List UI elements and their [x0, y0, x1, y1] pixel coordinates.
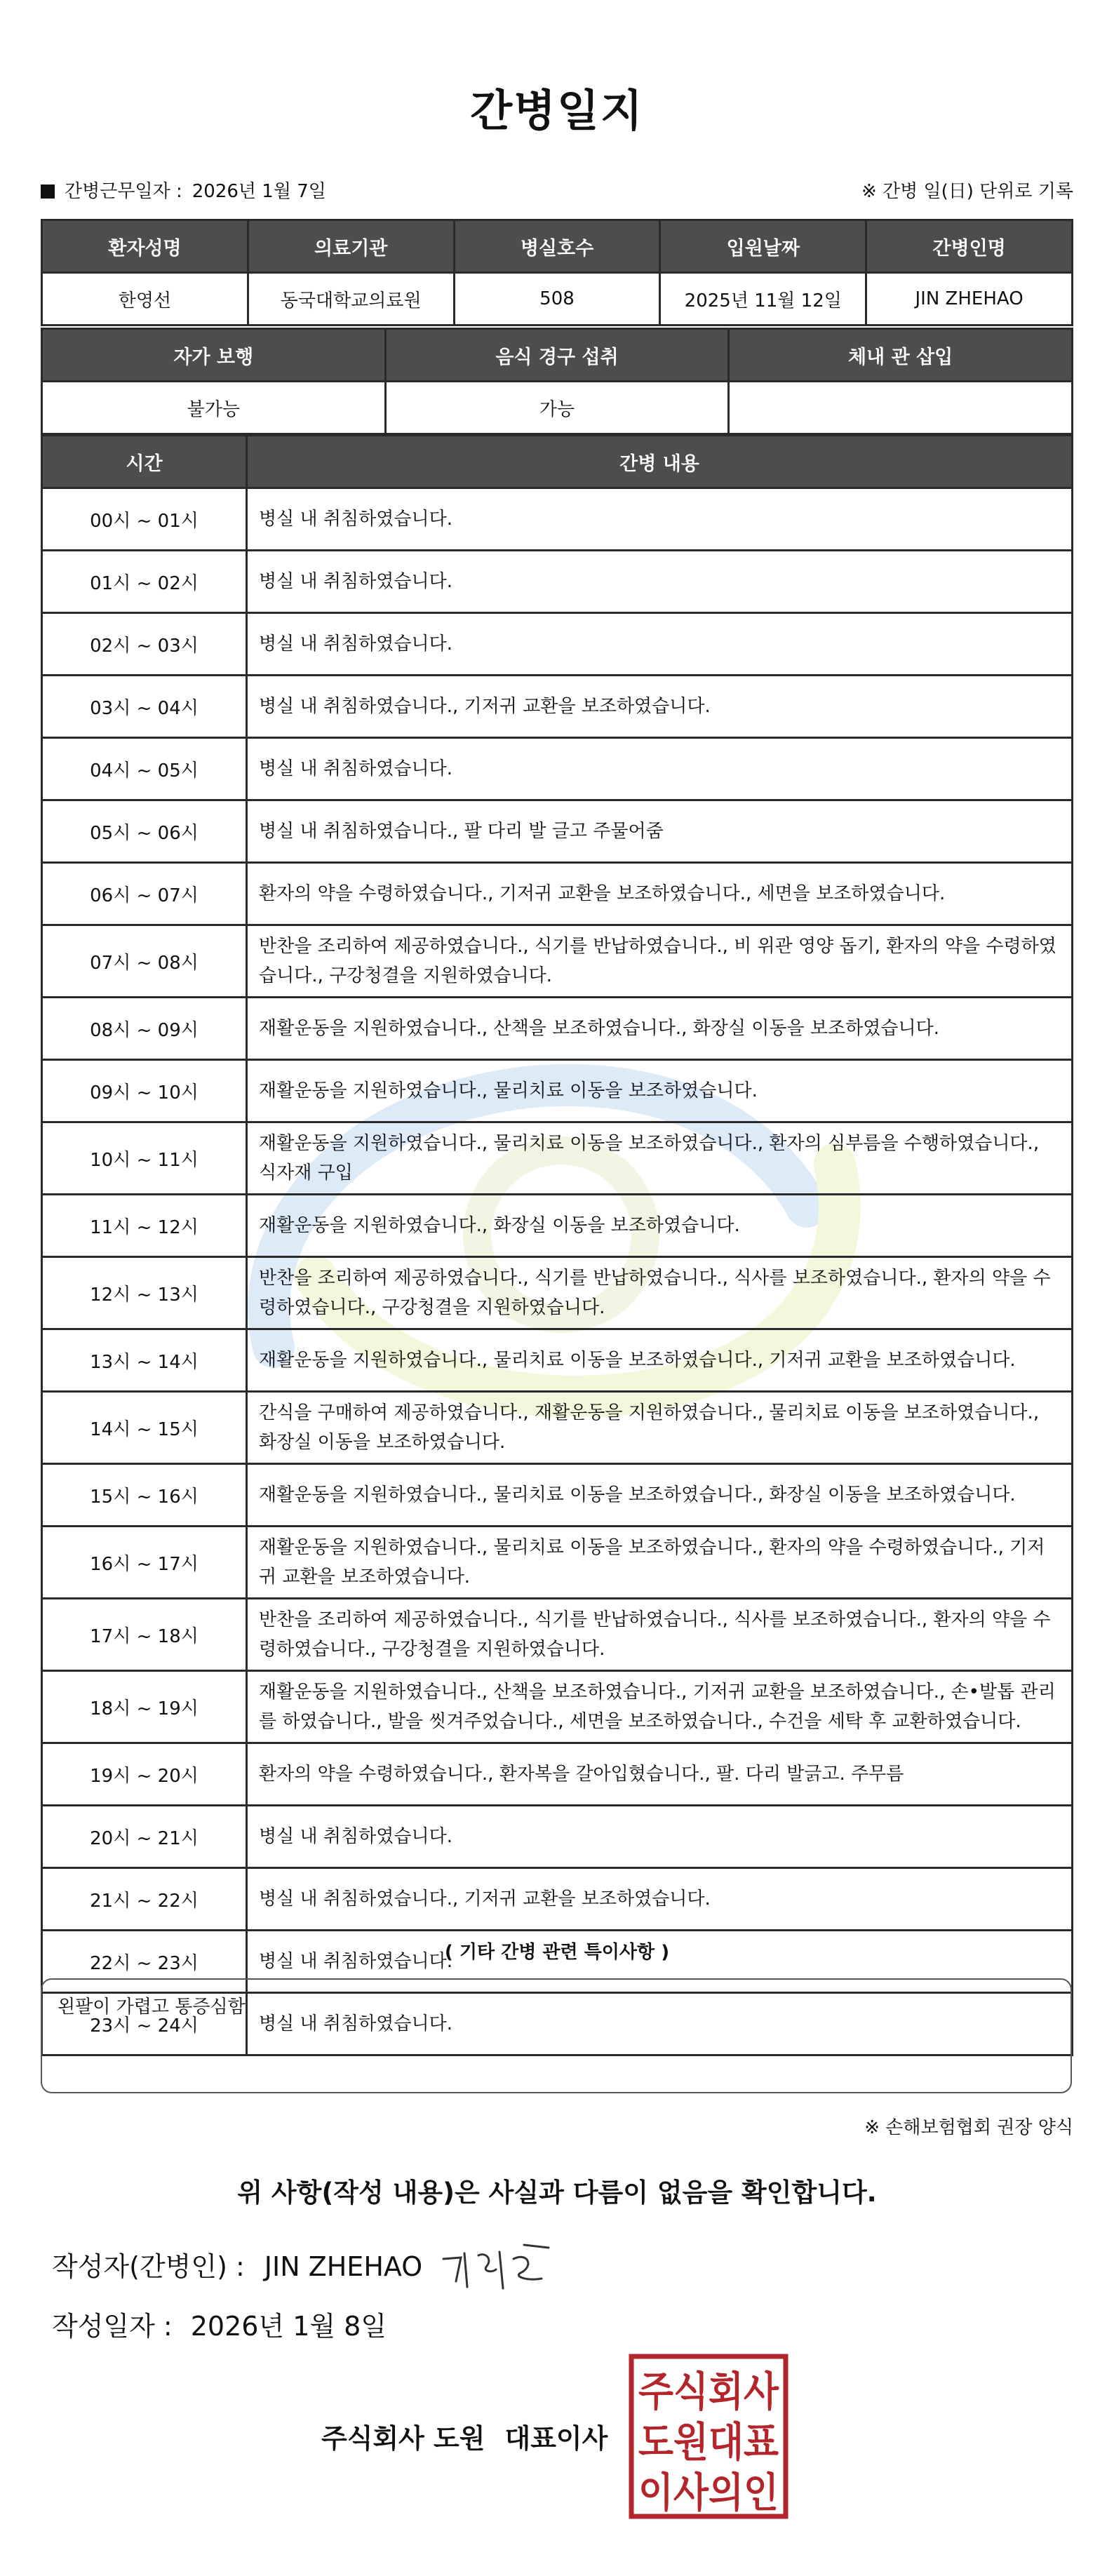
log-content: 병실 내 취침하였습니다., 기저귀 교환을 보조하였습니다. — [247, 676, 1073, 738]
log-time: 15시 ~ 16시 — [42, 1464, 247, 1527]
confirm-statement: 위 사항(작성 내용)은 사실과 다름이 없음을 확인합니다. — [237, 2178, 877, 2208]
written-date-label: 작성일자 : — [52, 2311, 173, 2342]
work-date-line — [41, 177, 1073, 203]
log-row — [42, 551, 1073, 613]
log-row — [42, 488, 1073, 551]
oral-intake-value: 가능 — [385, 382, 729, 434]
log-time: 06시 ~ 07시 — [42, 863, 247, 925]
patient-name: 한영선 — [42, 273, 248, 326]
square-bullet-icon — [41, 185, 55, 199]
care-log-table — [41, 434, 1073, 2056]
log-row — [42, 925, 1073, 998]
log-row — [42, 1464, 1073, 1527]
header-oral-intake: 음식 경구 섭취 — [385, 329, 729, 382]
log-time: 11시 ~ 12시 — [42, 1195, 247, 1257]
patient-info-table — [41, 219, 1073, 326]
log-content: 병실 내 취침하였습니다., 기저귀 교환을 보조하였습니다. — [247, 1868, 1073, 1931]
hospital-name: 동국대학교의료원 — [248, 273, 454, 326]
tube-value — [729, 382, 1073, 434]
log-time: 13시 ~ 14시 — [42, 1329, 247, 1392]
header-walking: 자가 보행 — [42, 329, 386, 382]
log-content: 병실 내 취침하였습니다. — [247, 551, 1073, 613]
log-row — [42, 613, 1073, 676]
log-time: 03시 ~ 04시 — [42, 676, 247, 738]
writer-label: 작성자(간병인) : — [52, 2251, 245, 2282]
log-content: 반찬을 조리하여 제공하였습니다., 식기를 반납하였습니다., 비 위관 영양 돕기, 환자의 약을 수령하였습니다., 구강청결을 지원하였습니다. — [247, 925, 1073, 998]
form-note: ※ 손해보험협회 권장 양식 — [864, 2117, 1073, 2138]
header-time: 시간 — [42, 436, 247, 488]
log-time: 14시 ~ 15시 — [42, 1392, 247, 1464]
written-date-line — [52, 2305, 387, 2343]
log-content: 환자의 약을 수령하였습니다., 환자복을 갈아입혔습니다., 팔. 다리 발긁고. 주무름 — [247, 1743, 1073, 1806]
header-hospital: 의료기관 — [248, 220, 454, 273]
log-content: 병실 내 취침하였습니다., 팔 다리 발 글고 주물어줌 — [247, 800, 1073, 863]
log-row — [42, 738, 1073, 800]
log-content: 재활운동을 지원하였습니다., 산책을 보조하였습니다., 기저귀 교환을 보조하였습니다., 손•발톱 관리를 하였습니다., 발을 씻겨주었습니다., 세면을 보조하였습니다., 수건을 세탁 후 교환하였습니다. — [247, 1671, 1073, 1743]
log-time: 22시 ~ 23시 — [42, 1931, 247, 1993]
log-time: 08시 ~ 09시 — [42, 998, 247, 1060]
written-date-value: 2026년 1월 8일 — [190, 2311, 387, 2342]
log-time: 20시 ~ 21시 — [42, 1806, 247, 1868]
log-row — [42, 998, 1073, 1060]
log-row — [42, 800, 1073, 863]
log-time: 23시 ~ 24시 — [42, 1993, 247, 2055]
log-time: 07시 ~ 08시 — [42, 925, 247, 998]
log-content: 재활운동을 지원하였습니다., 물리치료 이동을 보조하였습니다., 환자의 심부름을 수행하였습니다., 식자재 구입 — [247, 1122, 1073, 1195]
work-date-value: 2026년 1월 7일 — [192, 181, 326, 202]
log-row — [42, 1060, 1073, 1122]
header-room: 병실호수 — [454, 220, 660, 273]
log-content: 환자의 약을 수령하였습니다., 기저귀 교환을 보조하였습니다., 세면을 보조하였습니다. — [247, 863, 1073, 925]
svg-text:주식회사: 주식회사 — [638, 2368, 779, 2415]
log-row — [42, 1392, 1073, 1464]
writer-name: JIN ZHEHAO — [264, 2251, 423, 2282]
log-time: 21시 ~ 22시 — [42, 1868, 247, 1931]
log-time: 10시 ~ 11시 — [42, 1122, 247, 1195]
log-content: 재활운동을 지원하였습니다., 물리치료 이동을 보조하였습니다., 화장실 이동을 보조하였습니다. — [247, 1464, 1073, 1527]
log-row — [42, 1806, 1073, 1868]
header-caregiver: 간병인명 — [866, 220, 1073, 273]
log-time: 12시 ~ 13시 — [42, 1257, 247, 1329]
log-time: 00시 ~ 01시 — [42, 488, 247, 551]
log-row — [42, 1195, 1073, 1257]
log-row — [42, 1599, 1073, 1671]
log-content: 재활운동을 지원하였습니다., 물리치료 이동을 보조하였습니다., 환자의 약을 수령하였습니다., 기저귀 교환을 보조하였습니다. — [247, 1527, 1073, 1599]
svg-text:이사의인: 이사의인 — [638, 2469, 779, 2516]
log-content: 병실 내 취침하였습니다. — [247, 613, 1073, 676]
log-time: 18시 ~ 19시 — [42, 1671, 247, 1743]
log-row — [42, 1329, 1073, 1392]
log-content: 재활운동을 지원하였습니다., 물리치료 이동을 보조하였습니다., 기저귀 교환을 보조하였습니다. — [247, 1329, 1073, 1392]
header-patient-name: 환자성명 — [42, 220, 248, 273]
admit-date: 2025년 11월 12일 — [660, 273, 866, 326]
writer-line — [52, 2245, 422, 2283]
log-content: 재활운동을 지원하였습니다., 화장실 이동을 보조하였습니다. — [247, 1195, 1073, 1257]
log-row — [42, 1743, 1073, 1806]
log-time: 19시 ~ 20시 — [42, 1743, 247, 1806]
log-time: 01시 ~ 02시 — [42, 551, 247, 613]
log-content: 병실 내 취침하였습니다. — [247, 488, 1073, 551]
log-time: 17시 ~ 18시 — [42, 1599, 247, 1671]
svg-text:도원대표: 도원대표 — [638, 2418, 779, 2466]
header-admit-date: 입원날짜 — [660, 220, 866, 273]
log-content: 재활운동을 지원하였습니다., 산책을 보조하였습니다., 화장실 이동을 보조하였습니다. — [247, 998, 1073, 1060]
log-row — [42, 676, 1073, 738]
log-content: 병실 내 취침하였습니다. — [247, 1806, 1073, 1868]
company-name: 주식회사 도원 — [321, 2423, 485, 2454]
log-time: 09시 ~ 10시 — [42, 1060, 247, 1122]
log-time: 05시 ~ 06시 — [42, 800, 247, 863]
room-number: 508 — [454, 273, 660, 326]
log-row — [42, 1671, 1073, 1743]
caregiver-name: JIN ZHEHAO — [866, 273, 1073, 326]
log-content: 반찬을 조리하여 제공하였습니다., 식기를 반납하였습니다., 식사를 보조하였습니다., 환자의 약을 수령하였습니다., 구강청결을 지원하였습니다. — [247, 1599, 1073, 1671]
remarks-title: ( 기타 간병 관련 특이사항 ) — [444, 1942, 670, 1963]
log-time: 16시 ~ 17시 — [42, 1527, 247, 1599]
log-content: 병실 내 취침하였습니다. — [247, 1993, 1073, 2055]
log-content: 병실 내 취침하였습니다. — [247, 738, 1073, 800]
log-time: 02시 ~ 03시 — [42, 613, 247, 676]
company-seal — [629, 2354, 788, 2519]
ability-table — [41, 328, 1073, 435]
work-date-label: 간병근무일자 : — [65, 181, 182, 202]
handwritten-signature — [436, 2238, 563, 2294]
unit-note: ※ 간병 일(日) 단위로 기록 — [861, 181, 1073, 202]
remarks-box: 왼팔이 가렵고 통증심함 — [41, 1978, 1072, 2093]
log-time: 04시 ~ 05시 — [42, 738, 247, 800]
log-content: 반찬을 조리하여 제공하였습니다., 식기를 반납하였습니다., 식사를 보조하였습니다., 환자의 약을 수령하였습니다., 구강청결을 지원하였습니다. — [247, 1257, 1073, 1329]
walking-value: 불가능 — [42, 382, 386, 434]
log-row — [42, 1527, 1073, 1599]
log-row — [42, 863, 1073, 925]
company-line — [321, 2417, 608, 2455]
log-content: 병실 내 취침하였습니다. — [247, 1931, 1073, 1993]
log-row — [42, 1868, 1073, 1931]
ceo-label: 대표이사 — [504, 2423, 608, 2454]
log-content: 간식을 구매하여 제공하였습니다., 재활운동을 지원하였습니다., 물리치료 이동을 보조하였습니다., 화장실 이동을 보조하였습니다. — [247, 1392, 1073, 1464]
header-content: 간병 내용 — [247, 436, 1073, 488]
document-title: 간병일지 — [470, 85, 644, 136]
header-tube: 체내 관 삽입 — [729, 329, 1073, 382]
log-content: 재활운동을 지원하였습니다., 물리치료 이동을 보조하였습니다. — [247, 1060, 1073, 1122]
log-row — [42, 1257, 1073, 1329]
log-row — [42, 1122, 1073, 1195]
